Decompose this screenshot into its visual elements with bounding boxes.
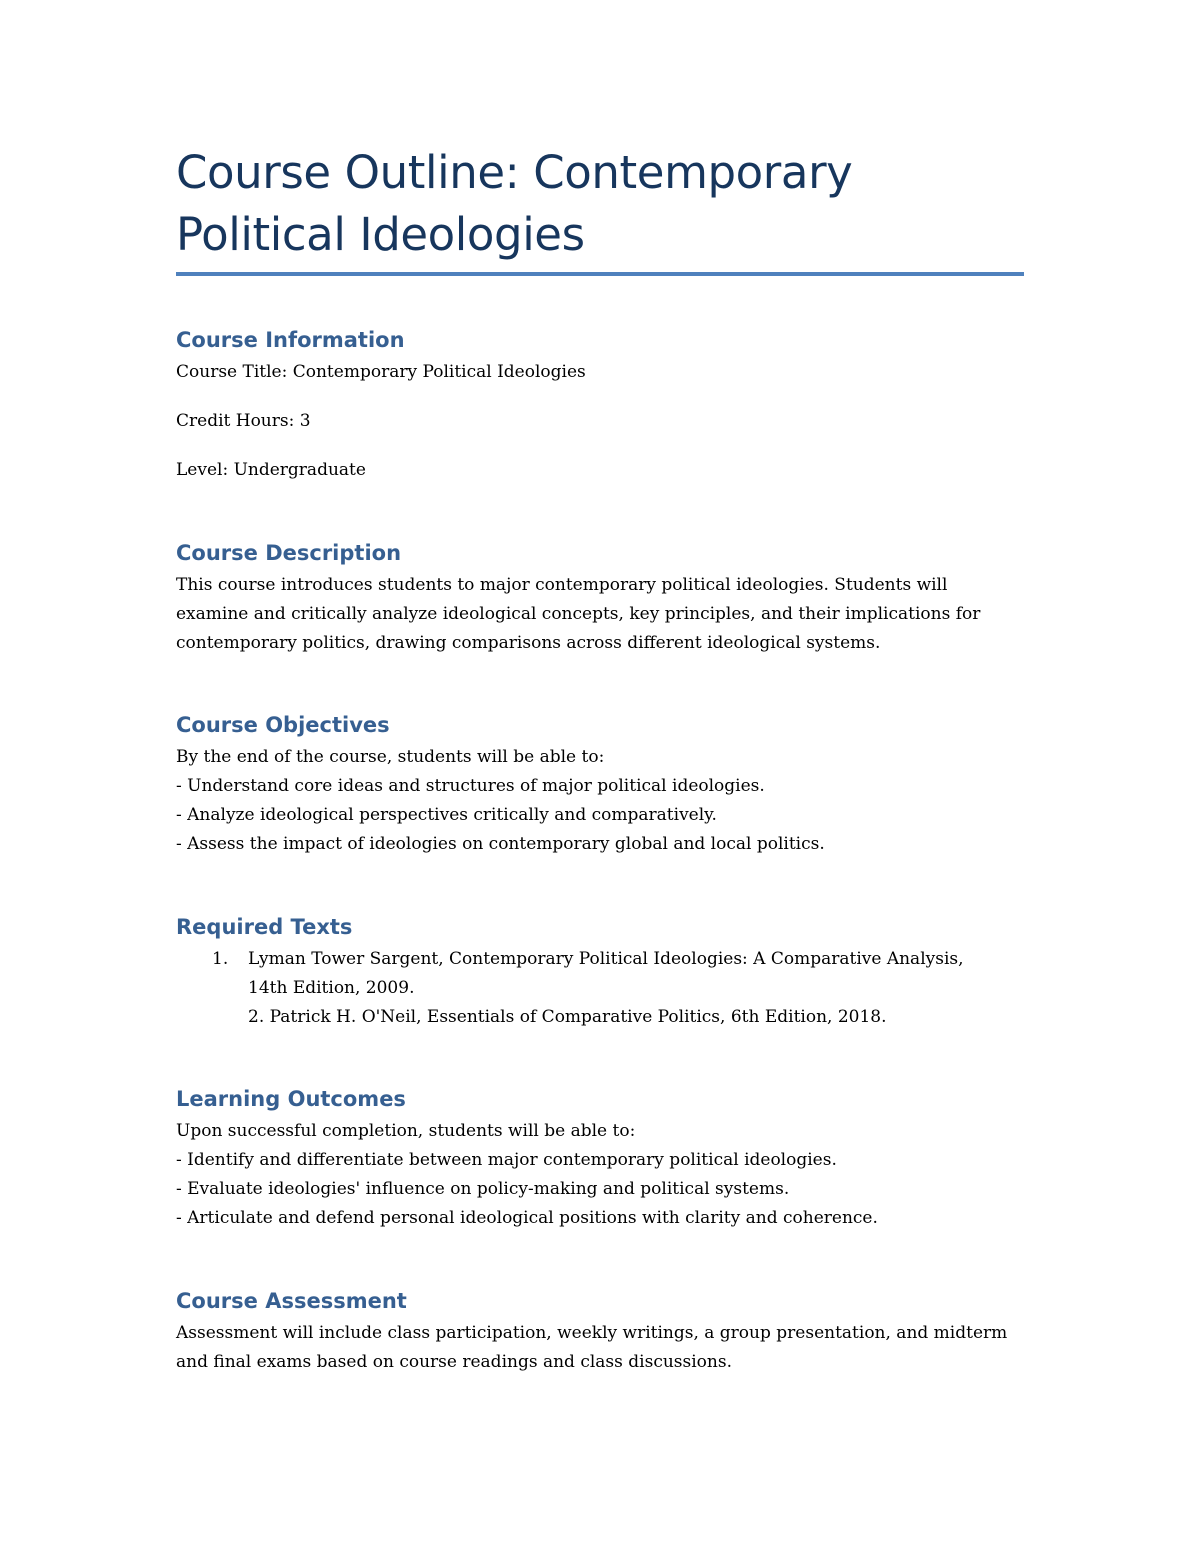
section-course-description [176,539,1024,658]
section-heading: Course Information [176,328,405,352]
list-number: 1. [212,949,229,969]
text-item-1-line-1: Lyman Tower Sargent, Contemporary Political Ideologies: A Comparative Analysis, [248,949,964,969]
section-heading: Course Description [176,541,402,565]
section-heading: Learning Outcomes [176,1087,406,1111]
outcome-item: - Identify and differentiate between major contemporary political ideologies. [176,1150,837,1170]
course-title-line: Course Title: Contemporary Political Ideologies [176,362,586,382]
list-item [176,945,1024,1032]
outcomes-intro: Upon successful completion, students will be able to: [176,1121,636,1141]
text-item-2: 2. Patrick H. O'Neil, Essentials of Comparative Politics, 6th Edition, 2018. [248,1007,887,1027]
section-course-assessment [176,1287,1024,1377]
section-course-information [176,326,1024,485]
title-underline-rule [176,272,1024,276]
outcome-item: - Articulate and defend personal ideological positions with clarity and coherence. [176,1208,878,1228]
section-heading: Course Objectives [176,713,390,737]
level-line: Level: Undergraduate [176,460,366,480]
section-heading: Required Texts [176,915,353,939]
assessment-paragraph: Assessment will include class participation, weekly writings, a group presentation, and midterm and final exams based on course readings and class discussions. [176,1323,1008,1372]
section-course-objectives [176,711,1024,859]
required-texts-list [176,945,1024,1032]
outcome-item: - Evaluate ideologies' influence on policy-making and political systems. [176,1179,790,1199]
section-required-texts [176,913,1024,1032]
page-title: Course Outline: Contemporary Political Ideologies [176,146,853,261]
section-heading: Course Assessment [176,1289,407,1313]
objective-item: - Assess the impact of ideologies on contemporary global and local politics. [176,834,825,854]
text-item-1-line-2: 14th Edition, 2009. [248,978,415,998]
description-paragraph: This course introduces students to major contemporary political ideologies. Students will examine and critically analyze ideological concepts, key principles, and their implications for contemporary politics, drawing comparisons across different ideological systems. [176,575,981,653]
objectives-intro: By the end of the course, students will be able to: [176,747,605,767]
objective-item: - Understand core ideas and structures of major political ideologies. [176,776,765,796]
objective-item: - Analyze ideological perspectives critically and comparatively. [176,805,717,825]
section-learning-outcomes [176,1085,1024,1233]
credit-hours-line: Credit Hours: 3 [176,411,311,431]
